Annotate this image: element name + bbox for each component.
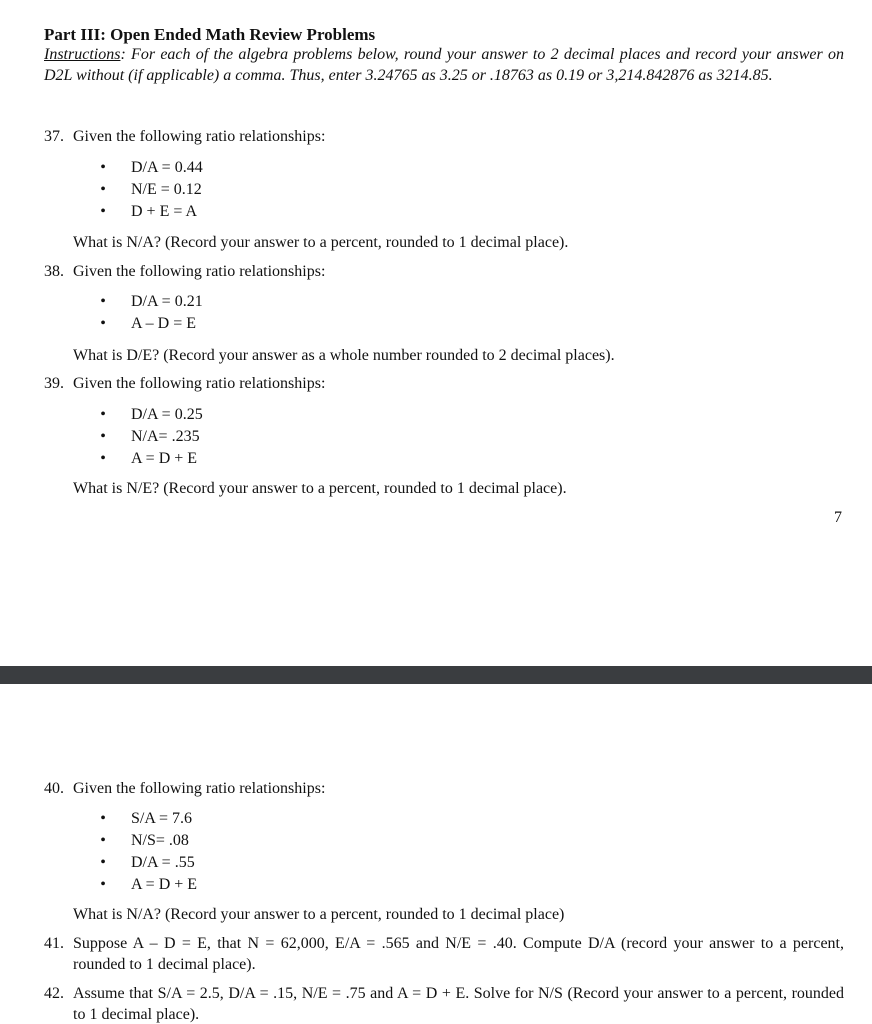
problem-text: Suppose A – D = E, that N = 62,000, E/A = .565 and N/E = .40. Compute D/A (record your answer to a percent, rounded to 1 decimal place).: [73, 935, 844, 973]
instructions-label: Instructions: [44, 46, 121, 63]
bullet-icon: •: [100, 181, 106, 198]
bullet-icon: •: [100, 406, 106, 423]
relationship-item: • D/A = 0.44: [98, 157, 203, 179]
problem-number: 39.: [44, 375, 64, 392]
bullet-icon: •: [100, 876, 106, 893]
problem-39-stem: [44, 373, 325, 394]
relationship-item: • S/A = 7.6: [98, 808, 197, 830]
bullet-icon: •: [100, 203, 106, 220]
problem-37-stem: [44, 126, 325, 147]
problem-38-relationships: [98, 291, 203, 335]
problem-stem: Given the following ratio relationships:: [73, 128, 326, 145]
relationship-item: • N/S= .08: [98, 830, 197, 852]
relationship-item: • D/A = 0.21: [98, 291, 203, 313]
problem-40-question: What is N/A? (Record your answer to a percent, rounded to 1 decimal place): [73, 906, 565, 923]
section-title: Part III: Open Ended Math Review Problems: [44, 25, 376, 44]
problem-38-stem: [44, 261, 325, 282]
bullet-icon: •: [100, 293, 106, 310]
instructions-text: : For each of the algebra problems below, round your answer to 2 decimal places and record your answer on D2L without (if applicable) a comma. Thus, enter 3.24765 as 3.25 or .18763 as 0.19 or 3,214.842876 as 3214.85.: [44, 46, 844, 84]
relationship-item: • A – D = E: [98, 313, 203, 335]
problem-41: [44, 933, 844, 975]
problem-stem: Given the following ratio relationships:: [73, 780, 326, 797]
bullet-icon: •: [100, 315, 106, 332]
problem-39-relationships: [98, 404, 203, 470]
problem-37-question: What is N/A? (Record your answer to a percent, rounded to 1 decimal place).: [73, 234, 569, 251]
problem-number: 37.: [44, 128, 64, 145]
page-number: 7: [834, 509, 842, 526]
problem-stem: Given the following ratio relationships:: [73, 375, 326, 392]
problem-40-stem: [44, 778, 325, 799]
problem-42: [44, 983, 844, 1024]
problem-number: 38.: [44, 263, 64, 280]
problem-stem: Given the following ratio relationships:: [73, 263, 326, 280]
relationship-item: • N/A= .235: [98, 426, 203, 448]
problem-number: 41.: [44, 935, 64, 952]
page-separator: [0, 666, 872, 684]
bullet-icon: •: [100, 428, 106, 445]
problem-number: 42.: [44, 985, 64, 1002]
problem-37-relationships: [98, 157, 203, 223]
relationship-item: • A = D + E: [98, 874, 197, 896]
problem-40-relationships: [98, 808, 197, 896]
relationship-item: • D/A = .55: [98, 852, 197, 874]
relationship-item: • D/A = 0.25: [98, 404, 203, 426]
problem-39-question: What is N/E? (Record your answer to a percent, rounded to 1 decimal place).: [73, 480, 567, 497]
bullet-icon: •: [100, 450, 106, 467]
page-8: [0, 684, 872, 1024]
problem-number: 40.: [44, 780, 64, 797]
relationship-item: • A = D + E: [98, 448, 203, 470]
bullet-icon: •: [100, 159, 106, 176]
problem-text: Assume that S/A = 2.5, D/A = .15, N/E = .75 and A = D + E. Solve for N/S (Record your answer to a percent, rounded to 1 decimal place).: [73, 985, 844, 1023]
problem-38-question: What is D/E? (Record your answer as a whole number rounded to 2 decimal places).: [73, 347, 615, 364]
bullet-icon: •: [100, 832, 106, 849]
relationship-item: • D + E = A: [98, 201, 203, 223]
bullet-icon: •: [100, 854, 106, 871]
relationship-item: • N/E = 0.12: [98, 179, 203, 201]
instructions-paragraph: [44, 44, 844, 86]
bullet-icon: •: [100, 810, 106, 827]
